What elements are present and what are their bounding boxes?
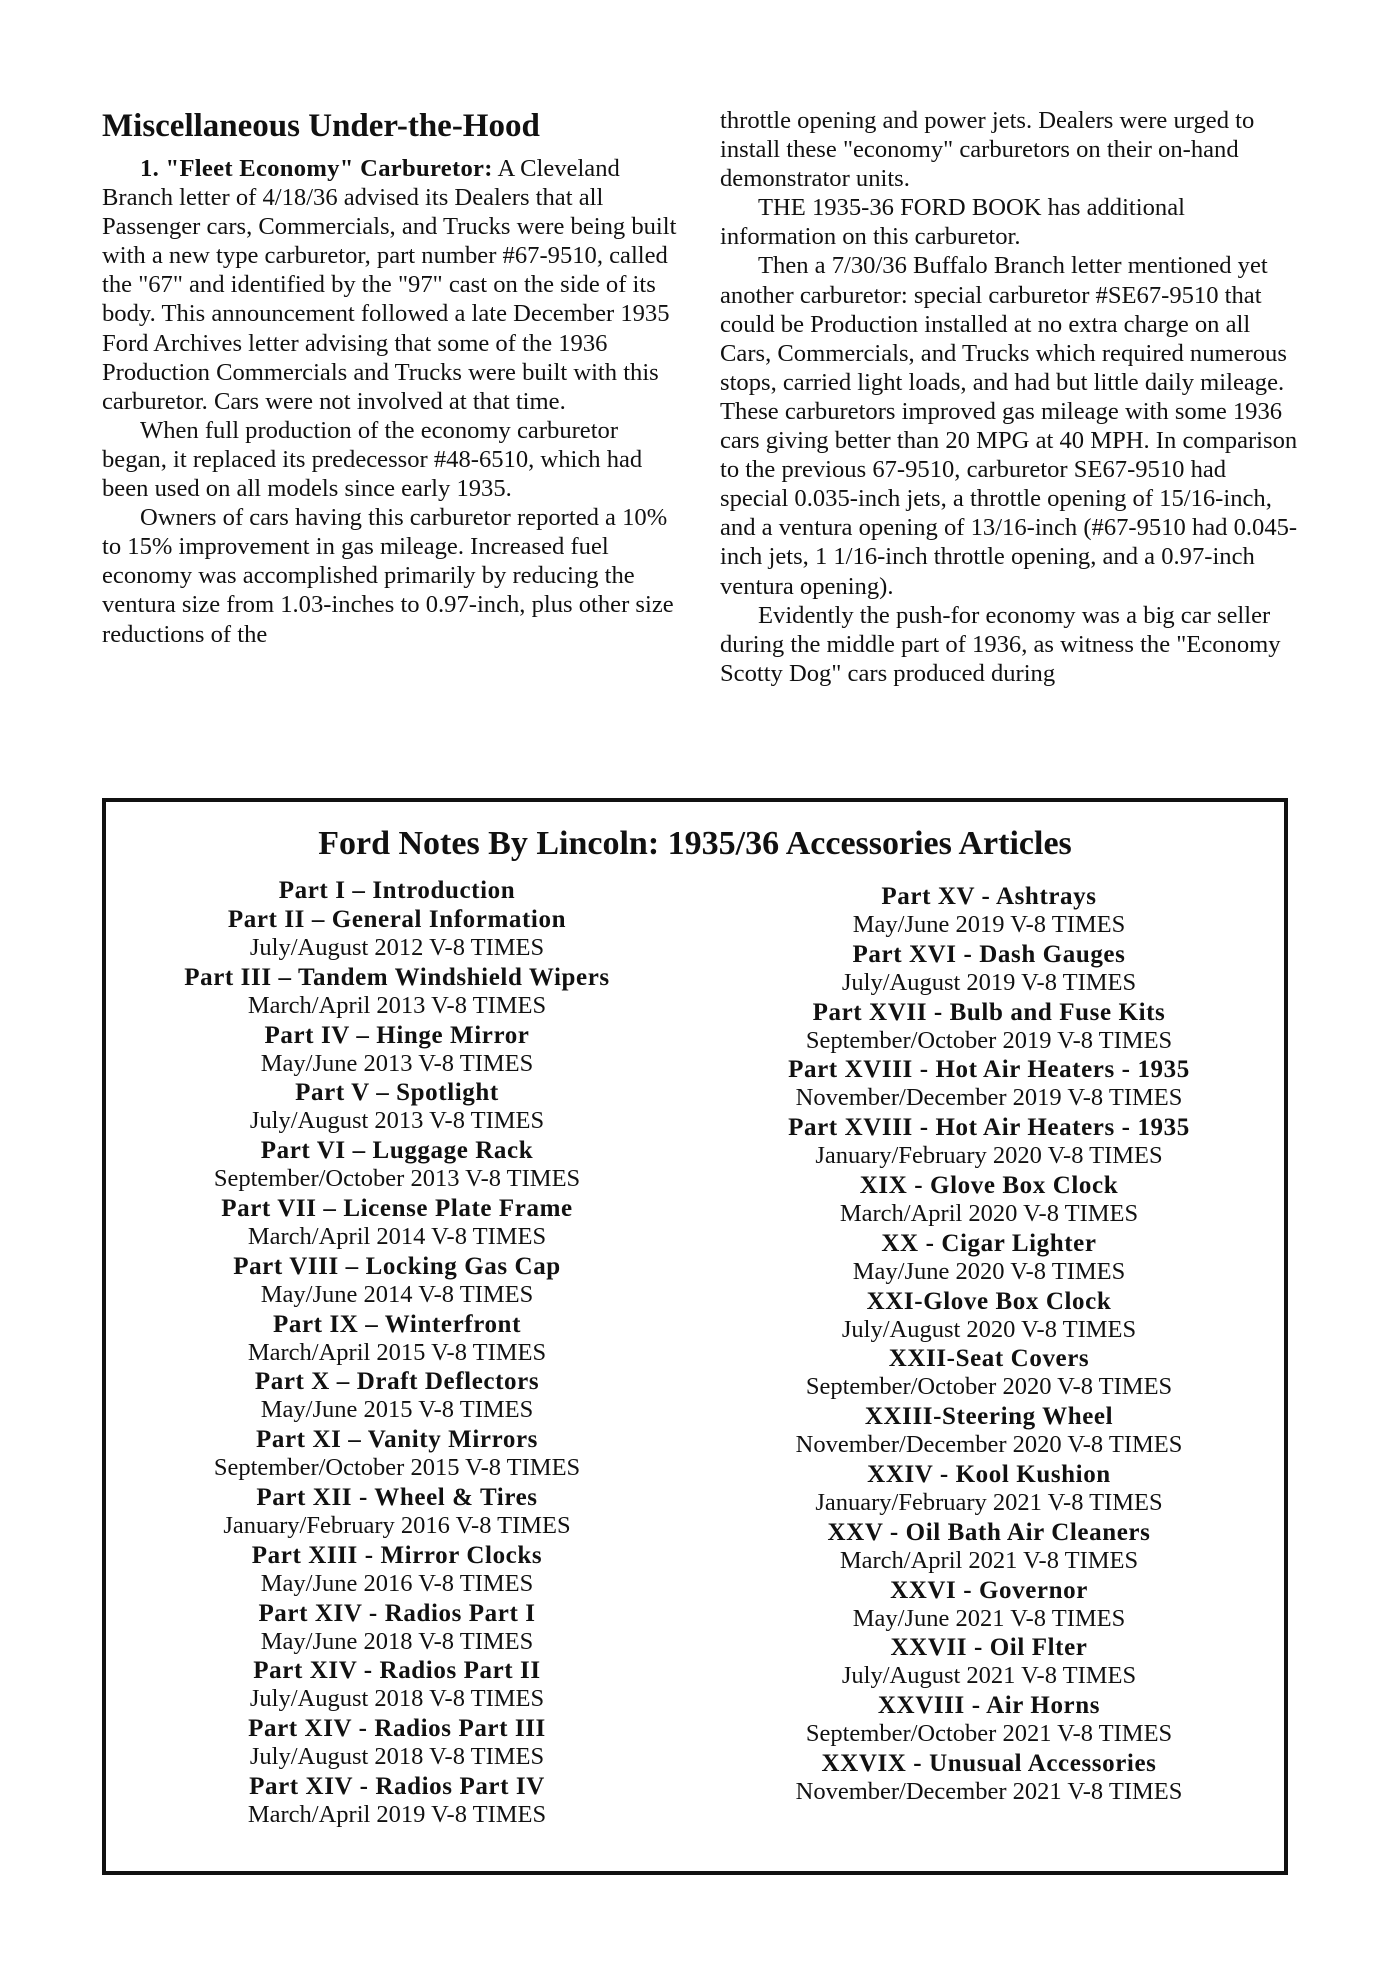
article-entry bbox=[704, 1460, 1274, 1518]
article-paragraph: Then a 7/30/36 Buffalo Branch letter mentioned yet another carburetor: special carburetor #SE67-9510 that could be Production installed at no extra charge on all Cars, Commercials, and Trucks which required numerous stops, carried light loads, and had but little daily mileage. These carburetors improved gas mileage with some 1936 cars giving better than 20 MPG at 40 MPH. In comparison to the previous 67-9510, carburetor SE67-9510 had special 0.035-inch jets, a throttle opening of 15/16-inch, and a ventura opening of 13/16-inch (#67-9510 had 0.045-inch jets, 1 1/16-inch throttle opening, and a 0.97-inch ventura opening). bbox=[720, 252, 1298, 600]
article-entry bbox=[112, 963, 682, 1021]
entry-title: Part XIII - Mirror Clocks bbox=[251, 1541, 543, 1569]
entry-title: Part I – Introduction bbox=[278, 877, 516, 904]
entry-title: Part XIV - Radios Part II bbox=[253, 1657, 541, 1685]
entry-issue: January/February 2021 V-8 TIMES bbox=[815, 1488, 1163, 1516]
entry-title: Part XIV - Radios Part I bbox=[258, 1599, 536, 1627]
right-paragraphs bbox=[720, 106, 1300, 688]
entry-title: Part V – Spotlight bbox=[295, 1079, 499, 1107]
entry-issue: November/December 2021 V-8 TIMES bbox=[795, 1777, 1183, 1805]
entry-issue: September/October 2020 V-8 TIMES bbox=[805, 1373, 1173, 1401]
article-entry bbox=[704, 1576, 1274, 1634]
entry-title: Part III – Tandem Windshield Wipers bbox=[184, 963, 610, 991]
article-entry bbox=[704, 1749, 1274, 1807]
article-entry bbox=[704, 940, 1274, 998]
article-paragraph bbox=[102, 154, 682, 416]
entry-title: Part VIII – Locking Gas Cap bbox=[233, 1252, 561, 1280]
articles-list-left bbox=[112, 876, 682, 1830]
article-entry bbox=[112, 1541, 682, 1599]
paragraph-text: When full production of the economy carburetor began, it replaced its predecessor #48-6510, which had been used on all models since early 1935. bbox=[102, 416, 643, 503]
article-paragraph: throttle opening and power jets. Dealers were urged to install these "economy" carburetors on their on-hand demonstrator units. bbox=[720, 107, 1255, 193]
entry-issue: May/June 2021 V-8 TIMES bbox=[852, 1604, 1126, 1632]
left-paragraphs bbox=[102, 154, 682, 649]
article-entry bbox=[704, 1691, 1274, 1749]
articles-list-right bbox=[704, 882, 1274, 1807]
article-entry bbox=[704, 1229, 1274, 1287]
entry-issue: September/October 2021 V-8 TIMES bbox=[805, 1720, 1173, 1748]
entry-issue: July/August 2019 V-8 TIMES bbox=[841, 968, 1137, 996]
entry-issue: July/August 2013 V-8 TIMES bbox=[249, 1107, 545, 1135]
article-entry bbox=[112, 1367, 682, 1425]
entry-issue: January/February 2020 V-8 TIMES bbox=[815, 1142, 1163, 1170]
entry-title: XXI-Glove Box Clock bbox=[866, 1287, 1112, 1315]
article-right-column bbox=[720, 106, 1300, 688]
entry-issue: November/December 2019 V-8 TIMES bbox=[795, 1084, 1183, 1112]
entry-title: Part VII – License Plate Frame bbox=[221, 1194, 573, 1222]
entry-issue: July/August 2018 V-8 TIMES bbox=[249, 1743, 545, 1771]
entry-issue: September/October 2019 V-8 TIMES bbox=[805, 1026, 1173, 1054]
entry-title: Part IV – Hinge Mirror bbox=[264, 1021, 530, 1049]
entry-title: Part XIV - Radios Part III bbox=[248, 1715, 546, 1743]
article-entry bbox=[704, 998, 1274, 1056]
paragraph-text: A Cleveland Branch letter of 4/18/36 advised its Dealers that all Passenger cars, Commercials, and Trucks were being built with a new type carburetor, part number #67-9510, called the "67" and identified by the "97" cast on the side of its body. This announcement followed a late December 1935 Ford Archives letter advising that some of the 1936 Production Commercials and Trucks were built with this carburetor. Cars were not involved at that time. bbox=[102, 155, 677, 415]
entry-title: Part XVII - Bulb and Fuse Kits bbox=[812, 998, 1166, 1026]
entry-title: Part XV - Ashtrays bbox=[881, 883, 1097, 910]
article-paragraph: Evidently the push-for economy was a big car seller during the middle part of 1936, as witness the "Economy Scotty Dog" cars produced during bbox=[720, 601, 1281, 687]
article-entry bbox=[704, 1344, 1274, 1402]
article-left-column bbox=[102, 106, 682, 649]
entry-title: Part XI – Vanity Mirrors bbox=[256, 1426, 538, 1454]
entry-title: XIX - Glove Box Clock bbox=[859, 1171, 1119, 1199]
entry-title: XXIII-Steering Wheel bbox=[864, 1403, 1114, 1431]
entry-issue: May/June 2013 V-8 TIMES bbox=[260, 1049, 534, 1077]
entry-title: Part X – Draft Deflectors bbox=[254, 1368, 540, 1396]
article-entry bbox=[704, 882, 1274, 940]
article-entry bbox=[704, 1633, 1274, 1691]
box-title: Ford Notes By Lincoln: 1935/36 Accessories Articles bbox=[318, 825, 1072, 862]
entry-title: XXII-Seat Covers bbox=[888, 1345, 1090, 1373]
article-entry bbox=[704, 1518, 1274, 1576]
entry-issue: March/April 2015 V-8 TIMES bbox=[247, 1338, 547, 1366]
article-entry bbox=[112, 1021, 682, 1079]
accessories-articles-box bbox=[102, 798, 1288, 1875]
article-entry bbox=[112, 1078, 682, 1136]
article-entry bbox=[704, 1113, 1274, 1171]
entry-issue: March/April 2019 V-8 TIMES bbox=[247, 1800, 547, 1828]
article-entry bbox=[704, 1402, 1274, 1460]
entry-title: XXVII - Oil Flter bbox=[890, 1634, 1088, 1662]
entry-issue: July/August 2018 V-8 TIMES bbox=[249, 1685, 545, 1713]
article-entry bbox=[112, 1252, 682, 1310]
article-entry bbox=[112, 1656, 682, 1714]
entry-issue: July/August 2012 V-8 TIMES bbox=[249, 934, 545, 961]
entry-issue: May/June 2015 V-8 TIMES bbox=[260, 1396, 534, 1424]
article-entry bbox=[112, 1483, 682, 1541]
entry-title: Part VI – Luggage Rack bbox=[260, 1137, 534, 1165]
article-entry bbox=[112, 1136, 682, 1194]
article-paragraph bbox=[102, 503, 682, 648]
entry-title: Part XII - Wheel & Tires bbox=[256, 1483, 538, 1511]
entry-issue: May/June 2016 V-8 TIMES bbox=[260, 1569, 534, 1597]
entry-issue: July/August 2021 V-8 TIMES bbox=[841, 1662, 1137, 1690]
paragraph-lead: 1. "Fleet Economy" Carburetor: bbox=[140, 155, 493, 182]
article-paragraph: THE 1935-36 FORD BOOK has additional information on this carburetor. bbox=[720, 194, 1185, 251]
entry-issue: March/April 2013 V-8 TIMES bbox=[247, 991, 547, 1019]
entry-issue: September/October 2013 V-8 TIMES bbox=[213, 1165, 581, 1193]
article-entry bbox=[112, 1772, 682, 1830]
paragraph-text: Owners of cars having this carburetor reported a 10% to 15% improvement in gas mileage. Increased fuel economy was accomplished primarily by reducing the ventura size from 1.03-inches to 0.97-inch, plus other size reductions of the bbox=[102, 504, 674, 648]
article-entry bbox=[704, 1171, 1274, 1229]
entry-title: XXIV - Kool Kushion bbox=[867, 1460, 1111, 1488]
article-entry bbox=[112, 876, 682, 905]
entry-issue: July/August 2020 V-8 TIMES bbox=[841, 1315, 1137, 1343]
entry-title: Part XVIII - Hot Air Heaters - 1935 bbox=[788, 1114, 1190, 1142]
entry-issue: March/April 2021 V-8 TIMES bbox=[839, 1546, 1139, 1574]
entry-title: Part XIV - Radios Part IV bbox=[249, 1772, 545, 1800]
article-heading: Miscellaneous Under-the-Hood bbox=[102, 108, 540, 144]
entry-title: XXVI - Governor bbox=[890, 1576, 1088, 1604]
article-entry bbox=[112, 1714, 682, 1772]
article-entry bbox=[112, 1194, 682, 1252]
article-entry bbox=[112, 1599, 682, 1657]
entry-title: XXV - Oil Bath Air Cleaners bbox=[827, 1518, 1151, 1546]
article-entry bbox=[112, 905, 682, 963]
entry-issue: March/April 2014 V-8 TIMES bbox=[247, 1222, 547, 1250]
entry-issue: January/February 2016 V-8 TIMES bbox=[223, 1511, 571, 1539]
entry-issue: May/June 2014 V-8 TIMES bbox=[260, 1280, 534, 1308]
entry-issue: November/December 2020 V-8 TIMES bbox=[795, 1431, 1183, 1459]
article-entry bbox=[112, 1425, 682, 1483]
entry-issue: March/April 2020 V-8 TIMES bbox=[839, 1199, 1139, 1227]
article-entry bbox=[112, 1310, 682, 1368]
entry-title: Part II – General Information bbox=[227, 906, 567, 933]
entry-issue: May/June 2018 V-8 TIMES bbox=[260, 1627, 534, 1655]
entry-title: XX - Cigar Lighter bbox=[881, 1229, 1097, 1257]
entry-issue: May/June 2019 V-8 TIMES bbox=[852, 911, 1126, 938]
entry-title: Part IX – Winterfront bbox=[273, 1310, 521, 1338]
article-entry bbox=[704, 1055, 1274, 1113]
entry-issue: May/June 2020 V-8 TIMES bbox=[852, 1257, 1126, 1285]
entry-title: XXVIX - Unusual Accessories bbox=[821, 1749, 1157, 1777]
entry-title: XXVIII - Air Horns bbox=[877, 1692, 1101, 1720]
entry-title: Part XVIII - Hot Air Heaters - 1935 bbox=[788, 1056, 1190, 1084]
entry-title: Part XVI - Dash Gauges bbox=[852, 940, 1126, 968]
entry-issue: September/October 2015 V-8 TIMES bbox=[213, 1454, 581, 1482]
article-paragraph bbox=[102, 416, 682, 503]
article-entry bbox=[704, 1287, 1274, 1345]
